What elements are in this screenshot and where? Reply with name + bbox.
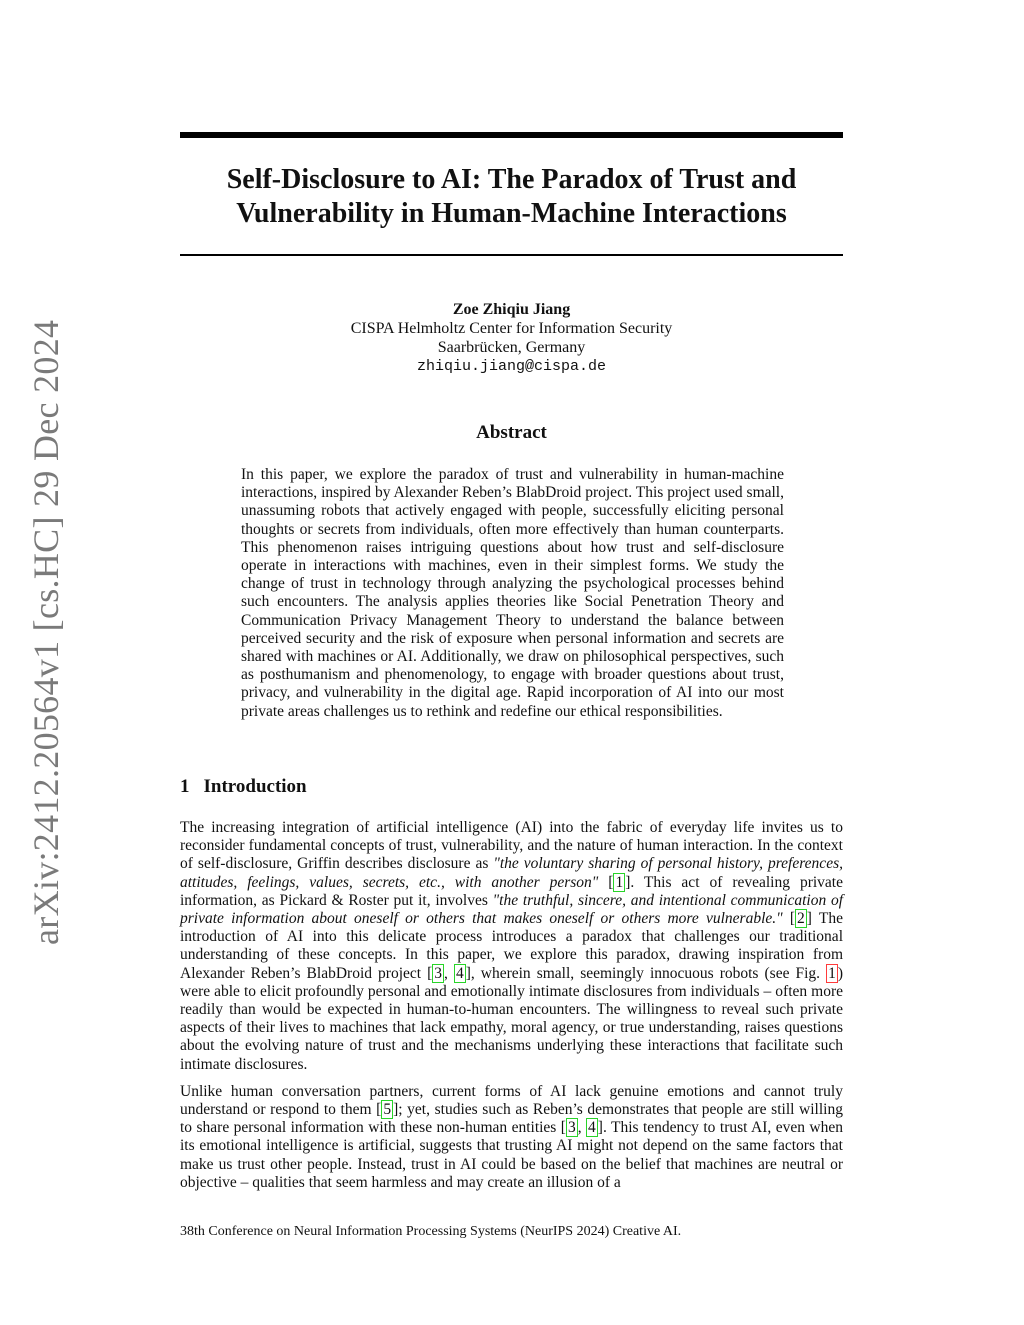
text-segment: ) were able to elicit profoundly personal and emotionally intimate disclosures from individuals – often more readily than would be expected in human-to-human encounters. The willingness to reveal such private aspects of their lives to machines that lack empathy, moral agency, or true understanding, raises questions about the evolving nature of trust and the mechanisms underlying these interactions that facilitate such intimate disclosures. xyxy=(180,964,843,1073)
author-location: Saarbrücken, Germany xyxy=(437,339,586,356)
author-affiliation: CISPA Helmholtz Center for Information Security xyxy=(350,320,673,337)
text-segment: The introduction of AI into this delicate process introduces a paradox that challenges our traditional understanding of these concepts. In this paper, we explore this paradox, drawing inspiration from Alexander Reben’s BlabDroid project [ xyxy=(180,910,843,982)
citation-link[interactable]: 3 xyxy=(567,1119,576,1137)
author-email[interactable]: zhiqiu.jiang@cispa.de xyxy=(416,358,607,375)
abstract-heading: Abstract xyxy=(476,422,547,443)
pickard-roster-quote: "the truthful, sincere, and intentional communication of private information about oneself or others that makes oneself or others more vulnerable." xyxy=(180,891,844,928)
figure-link[interactable]: 1 xyxy=(828,964,836,982)
abstract-text: In this paper, we explore the paradox of trust and vulnerability in human-machine interactions, inspired by Alexander Reben’s BlabDroid project. This project used small, unassuming robots that actively engaged with people, successfully eliciting personal thoughts or secrets from individuals, often more effectively than human counterparts. This phenomenon raises intriguing questions about how trust and self-disclosure operate in interactions with machines, even in their simplest forms. We study the change of trust in technology through analyzing the psychological processes behind such encounters. The analysis applies theories like Social Penetration Theory and Communication Privacy Management Theory to understand the balance between perceived security and the risk of exposure when personal information and secrets are shared with machines or AI. Additionally, we draw on philosophical perspectives, such as posthumanism and phenomenology, to engage with broader questions about trust, privacy, and vulnerability in the digital age. Rapid incorporation of AI into our most private areas challenges us to rethink and redefine our ethical responsibilities. xyxy=(241,466,784,720)
conference-footnote: 38th Conference on Neural Information Processing Systems (NeurIPS 2024) Creative AI. xyxy=(180,1224,682,1239)
citation-link[interactable]: 4 xyxy=(588,1119,596,1137)
text-segment: ]. This tendency to trust AI, even when its emotional intelligence is artificial, suggests that trusting AI might not depend on the same factors that make us trust other people. Instead, trust in AI could be based on the belief that machines are neutral or objective – qualities that seem harmless and may create an illusion of a xyxy=(180,1119,843,1191)
title-top-rule xyxy=(180,132,843,138)
text-segment: ], wherein small, seemingly innocuous robots (see Fig. xyxy=(465,964,827,982)
title-bottom-rule xyxy=(180,254,843,256)
intro-paragraph-1: The increasing integration of artificial intelligence (AI) into the fabric of everyday life invites us to reconsider fundamental concepts of trust, vulnerability, and the nature of human interaction. In the context of self-disclosure, Griffin describes disclosure as "the voluntary sharing of personal history, preferences, attitudes, feelings, values, secrets, etc., with another person" [ 1 ]. This act of revealing private information, as Pickard & Roster put it, involves "the truthful, sincere, and intentional communication of private information about oneself or others that makes oneself or others more vulnerable." [ 2 ] The introduction of AI into this delicate process introduces a paradox that challenges our traditional understanding of these concepts. In this paper, we explore this paradox, drawing inspiration from Alexander Reben’s BlabDroid project [ 3 , 4 ], wherein small, seemingly innocuous robots (see Fig. 1 ) were able to elicit profoundly personal and emotionally intimate disclosures from individuals – often more readily than would be expected in human-to-human encounters. The willingness to reveal such private aspects of their lives to machines that lack empathy, moral agency, or true understanding, raises questions about the evolving nature of trust and the mechanisms underlying these interactions that facilitate such intimate disclosures. xyxy=(180,819,844,1073)
text-segment: The increasing integration of artificial intelligence (AI) into the fabric of everyday life invites us to reconsider fundamental concepts of trust, vulnerability, and the nature of human interaction. In the context of self-disclosure, Griffin describes disclosure as xyxy=(180,819,843,873)
paper-title xyxy=(180,163,843,231)
text-segment: ]; yet, studies such as Reben’s demonstrates that people are still willing to share personal information with these non-human entities [ xyxy=(180,1101,843,1137)
introduction-body xyxy=(180,819,843,1201)
section-number: 1 xyxy=(180,776,190,797)
section-heading-introduction xyxy=(180,776,307,798)
citation-link[interactable]: 2 xyxy=(797,910,805,928)
section-title: Introduction xyxy=(203,776,307,797)
text-segment: . This act of revealing private information, as Pickard & Roster put it, involves xyxy=(180,873,843,909)
citation-link[interactable]: 1 xyxy=(615,873,624,891)
arxiv-identifier: arXiv:2412.20564v1 [cs.HC] 29 Dec 2024 xyxy=(26,319,66,945)
intro-paragraph-2: Unlike human conversation partners, current forms of AI lack genuine emotions and cannot truly understand or respond to them [ 5 ]; yet, studies such as Reben’s demonstrates that people are still willing to share personal information with these non-human entities [ 3 , 4 ]. This tendency to trust AI, even when its emotional intelligence is artificial, suggests that trusting AI might not depend on the same factors that make us trust other people. Instead, trust in AI could be based on the belief that machines are neutral or objective – qualities that seem harmless and may create an illusion of a xyxy=(180,1082,843,1191)
citation-link[interactable]: 4 xyxy=(455,964,464,982)
title-line-2: Vulnerability in Human-Machine Interactions xyxy=(236,198,787,229)
author-name: Zoe Zhiqiu Jiang xyxy=(452,301,571,318)
citation-link[interactable]: 5 xyxy=(383,1101,392,1119)
text-segment: Unlike human conversation partners, current forms of AI lack genuine emotions and cannot truly understand or respond to them [ xyxy=(180,1082,843,1119)
author-block xyxy=(180,300,843,376)
citation-link[interactable]: 3 xyxy=(434,964,443,982)
griffin-quote: "the voluntary sharing of personal history, preferences, attitudes, feelings, values, secrets, etc., with another person" xyxy=(180,855,843,891)
title-line-1: Self-Disclosure to AI: The Paradox of Trust and xyxy=(226,164,797,195)
